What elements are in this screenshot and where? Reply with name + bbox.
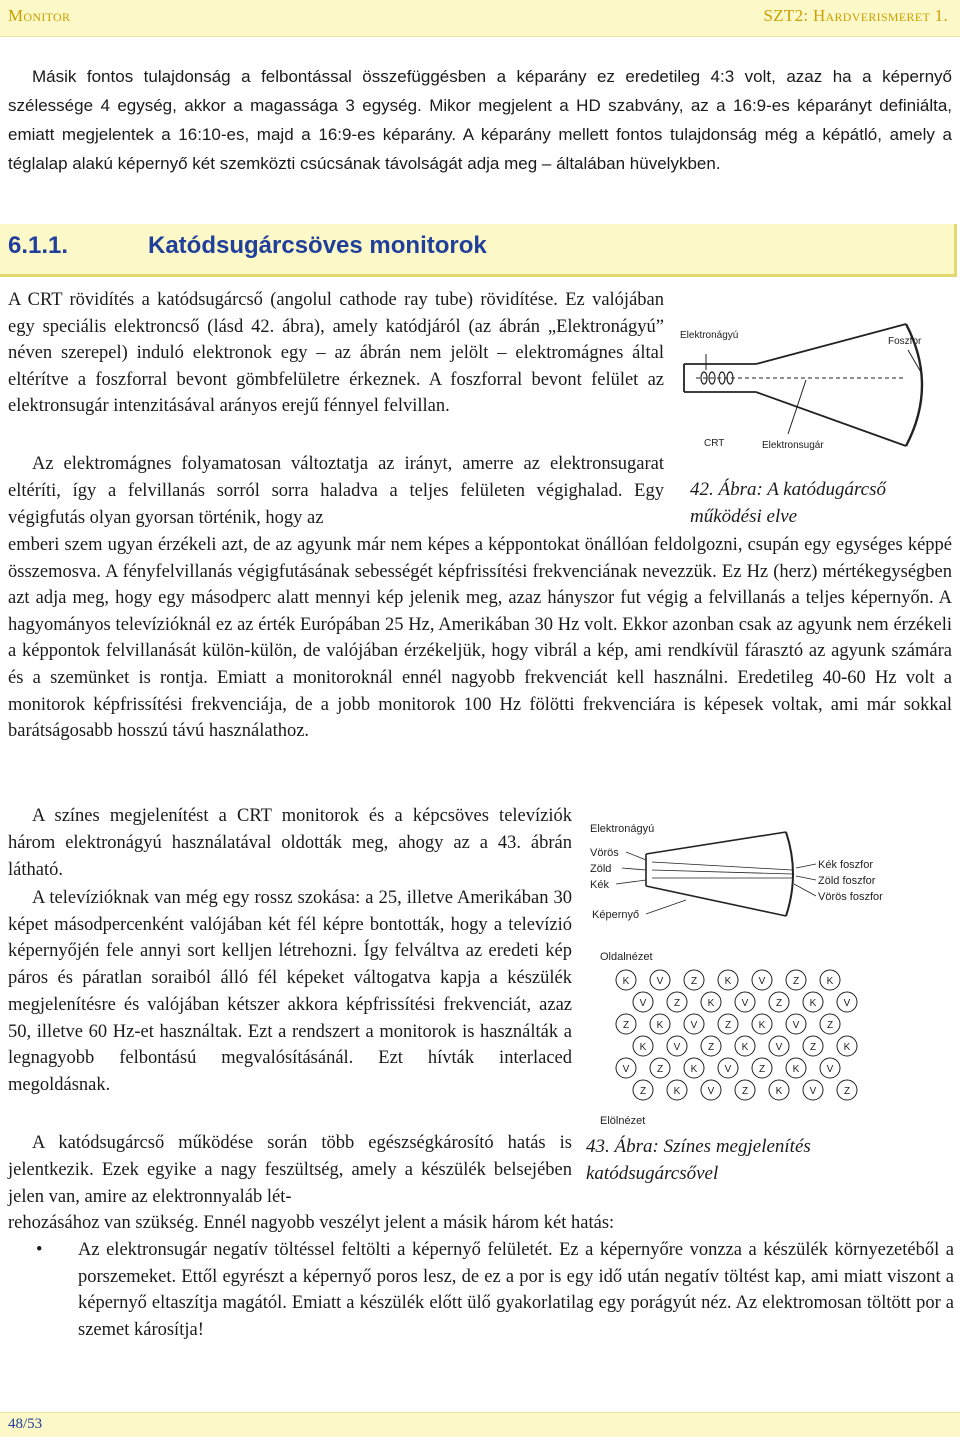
phosphor-dot-letter: Z bbox=[673, 998, 681, 1009]
fig42-label-beam: Elektronsugár bbox=[762, 440, 824, 451]
phosphor-dot-letter: V bbox=[622, 1064, 630, 1075]
phosphor-dot-letter: V bbox=[673, 1042, 681, 1053]
phosphor-dot-letter: V bbox=[656, 976, 664, 987]
phosphor-dot-letter: K bbox=[707, 998, 715, 1009]
figure-43-caption bbox=[586, 1133, 954, 1187]
phosphor-dot-letter: Z bbox=[758, 1064, 766, 1075]
phosphor-dot-letter: Z bbox=[741, 1086, 749, 1097]
page-header bbox=[0, 0, 960, 37]
phosphor-dot-letter: V bbox=[809, 1086, 817, 1097]
phosphor-dot-letter: V bbox=[707, 1086, 715, 1097]
figure-43-caption-line2: katódsugárcsővel bbox=[586, 1163, 719, 1184]
phosphor-dot-letter: Z bbox=[639, 1086, 647, 1097]
phosphor-dot-letter: Z bbox=[622, 1020, 630, 1031]
bullet-text: Az elektronsugár negatív töltéssel feltölti a képernyő felületét. Ez a képernyőre vonzza a készülék környezetéből a porszemeket. Ettől egyrészt a képernyő poros lesz, de ez a por is egy idő után negatív töltést kap, ami miatt viszont a képernyő eltaszítja magától. Emiatt a készülék előtt ülő gyakorlatilag egy porágyút néz. Az elektromosan töltött por a szemet károsítja! bbox=[78, 1240, 954, 1340]
header-chapter: Monitor bbox=[8, 6, 71, 25]
bullet-item bbox=[36, 1237, 954, 1343]
fig42-label-crt: CRT bbox=[704, 438, 725, 449]
paragraph-interlaced: A televízióknak van még egy rossz szokása: a 25, illetve Amerikában 30 képet másodpercenként valójában két fél képre bontották, hogy a televízió képernyőjén fele annyi sort kelljen létrehozni. Így felváltva az eredeti kép páros és páratlan soraiból álló fél képeket váltogatva kapja a készülék megjelenítésre és valójában kétszer akkora képfrissítési frekvenciát, azaz 50, illetve 60 Hz-et használtak. Ezt a rendszert a monitorok is használták a legnagyobb felbontású megvalósításánál. Ezt hívták interlaced megoldásnak. bbox=[8, 888, 572, 1095]
figure-42-crt-diagram bbox=[676, 314, 954, 462]
header-course: SZT2: Hardverismeret 1. bbox=[763, 6, 948, 25]
phosphor-dot-letter: V bbox=[724, 1064, 732, 1075]
phosphor-dot-letter: V bbox=[792, 1020, 800, 1031]
phosphor-dot-grid bbox=[616, 970, 857, 1100]
paragraph-refresh-rate: emberi szem ugyan érzékeli azt, de az agyunk már nem képes a képpontokat önállóan feldolgozni, csupán egy egységes képpé összemosva. A fényfelvillanás végigfutásának sebességét képfrissítési frekvenciának nevezzük. Ez Hz (herz) mértékegységben azt adja meg, hogy egy másodperc alatt mennyi kép jelenik meg, azaz hányszor fut végig a felvillanás a teljes képernyőn. A hagyományos televízióknál ez az érték Európában 25 Hz, Amerikában 30 Hz volt. Ekkor azonban csak az agyunk nem érzékeli a képpontok felvillanását külön-külön, de valójában érzékeljük, hogy vibrál a kép, ami rendkívül fárasztó az agyunk számára és a szemünket is rontja. Emiatt a monitoroknál ennél nagyobb frekvenciát kell használni. Eredetileg 40-60 Hz volt a monitorok képfrissítési frekvenciája, de a jobb monitorok 100 Hz fölötti frekvenciára is képesek voltak, ami már sokkal barátságosabb hosszú távú használathoz. bbox=[8, 535, 952, 742]
figure-42-caption-line2: működési elve bbox=[690, 506, 798, 527]
phosphor-dot-letter: K bbox=[622, 976, 630, 987]
phosphor-dot-letter: V bbox=[826, 1064, 834, 1075]
phosphor-dot-letter: Z bbox=[809, 1042, 817, 1053]
paragraph-crt-intro: A CRT rövidítés a katódsugárcső (angolul cathode ray tube) rövidítése. Ez valójában egy speciális elektroncső (lásd 42. ábra), amely katódjáról (az ábrán „Elektronágyú” néven szerepel) induló elektronok egy – az ábrán nem jelölt – elektromágnes által eltérítve a foszforral bevont gömbfelületre érkeznek. A foszforral bevont felület az elektronsugár intenzitásával arányos erejű fénnyel felvillan. bbox=[8, 290, 664, 416]
phosphor-dot-letter: K bbox=[690, 1064, 698, 1075]
fig43-label-blue-phosphor: Kék foszfor bbox=[818, 859, 874, 871]
figure-42-caption bbox=[690, 476, 954, 530]
phosphor-dot-letter: Z bbox=[707, 1042, 715, 1053]
figure-43-color-crt-diagram bbox=[586, 812, 954, 1132]
phosphor-dot-letter: K bbox=[775, 1086, 783, 1097]
bullet-dot: • bbox=[36, 1240, 43, 1260]
fig43-label-screen: Képernyő bbox=[592, 909, 640, 921]
phosphor-dot-letter: K bbox=[741, 1042, 749, 1053]
phosphor-dot-letter: K bbox=[809, 998, 817, 1009]
phosphor-dot-letter: V bbox=[741, 998, 749, 1009]
fig43-label-red: Vörös bbox=[590, 847, 619, 859]
phosphor-dot-letter: V bbox=[758, 976, 766, 987]
phosphor-dot-letter: Z bbox=[826, 1020, 834, 1031]
section-number: 6.1.1. bbox=[8, 232, 69, 259]
figure-42-caption-line1: 42. Ábra: A katódugárcső bbox=[690, 479, 886, 500]
paragraph-health-effects-part1: A katódsugárcső működése során több egészségkárosító hatás is jelentkezik. Ezek egyike a nagy feszültség, amely a készülék belsejében jelen van, amire az elektronnyaláb lét- bbox=[8, 1133, 572, 1207]
fig43-label-green: Zöld bbox=[590, 863, 612, 875]
paragraph-color-display: A színes megjelenítést a CRT monitorok és a képcsöves televíziók három elektronágyú használatával oldották meg, ahogy az a 43. ábrán látható. bbox=[8, 806, 572, 880]
section-title: Katódsugárcsöves monitorok bbox=[148, 232, 487, 259]
fig43-label-green-phosphor: Zöld foszfor bbox=[818, 875, 876, 887]
phosphor-dot-letter: V bbox=[775, 1042, 783, 1053]
phosphor-dot-letter: Z bbox=[775, 998, 783, 1009]
phosphor-dot-letter: K bbox=[792, 1064, 800, 1075]
fig42-label-phosphor: Foszfor bbox=[888, 336, 922, 347]
page-footer bbox=[0, 1412, 960, 1437]
bullet-list bbox=[36, 1237, 954, 1343]
phosphor-dot-letter: K bbox=[826, 976, 834, 987]
phosphor-dot-letter: Z bbox=[724, 1020, 732, 1031]
phosphor-dot-letter: Z bbox=[690, 976, 698, 987]
phosphor-dot-letter: V bbox=[639, 998, 647, 1009]
paragraph-health-effects-part2: rehozásához van szükség. Ennél nagyobb veszélyt jelent a másik három két hatás: bbox=[8, 1213, 615, 1233]
fig43-label-gun: Elektronágyú bbox=[590, 823, 655, 835]
page-number: 48/53 bbox=[8, 1416, 43, 1432]
phosphor-dot-letter: K bbox=[724, 976, 732, 987]
phosphor-dot-letter: K bbox=[656, 1020, 664, 1031]
phosphor-dot-letter: V bbox=[843, 998, 851, 1009]
section-heading bbox=[0, 224, 957, 277]
paragraph-aspect-ratio: Másik fontos tulajdonság a felbontással összefüggésben a képarány ez eredetileg 4:3 volt, azaz ha a képernyő szélessége 4 egység, akkor a magassága 3 egység. Mikor megjelent a HD szabvány, az a 16:9-es képarányt definiálta, emiatt megjelentek a 16:10-es, majd a 16:9-es képarány. A képarány mellett fontos tulajdonság még a képátló, amely a téglalap alakú képernyő két szemközti csúcsának távolságát adja meg – általában hüvelykben. bbox=[8, 67, 952, 173]
phosphor-dot-letter: K bbox=[758, 1020, 766, 1031]
phosphor-dot-letter: K bbox=[673, 1086, 681, 1097]
fig43-label-side-view: Oldalnézet bbox=[600, 951, 653, 963]
figure-43-caption-line1: 43. Ábra: Színes megjelenítés bbox=[586, 1136, 811, 1157]
fig42-label-gun: Elektronágyú bbox=[680, 330, 739, 341]
phosphor-dot-letter: V bbox=[690, 1020, 698, 1031]
fig43-label-red-phosphor: Vörös foszfor bbox=[818, 891, 883, 903]
phosphor-dot-letter: K bbox=[843, 1042, 851, 1053]
fig43-label-front-view: Elölnézet bbox=[600, 1115, 646, 1127]
phosphor-dot-letter: Z bbox=[792, 976, 800, 987]
paragraph-deflection-part1: Az elektromágnes folyamatosan változtatja az irányt, amerre az elektronsugarat eltéríti, így a felvillanás sorról sorra haladva a teljes felületen végighalad. Egy végigfutás olyan gyorsan történik, hogy az bbox=[8, 454, 664, 528]
fig43-label-blue: Kék bbox=[590, 879, 609, 891]
phosphor-dot-letter: Z bbox=[843, 1086, 851, 1097]
phosphor-dot-letter: K bbox=[639, 1042, 647, 1053]
phosphor-dot-letter: Z bbox=[656, 1064, 664, 1075]
